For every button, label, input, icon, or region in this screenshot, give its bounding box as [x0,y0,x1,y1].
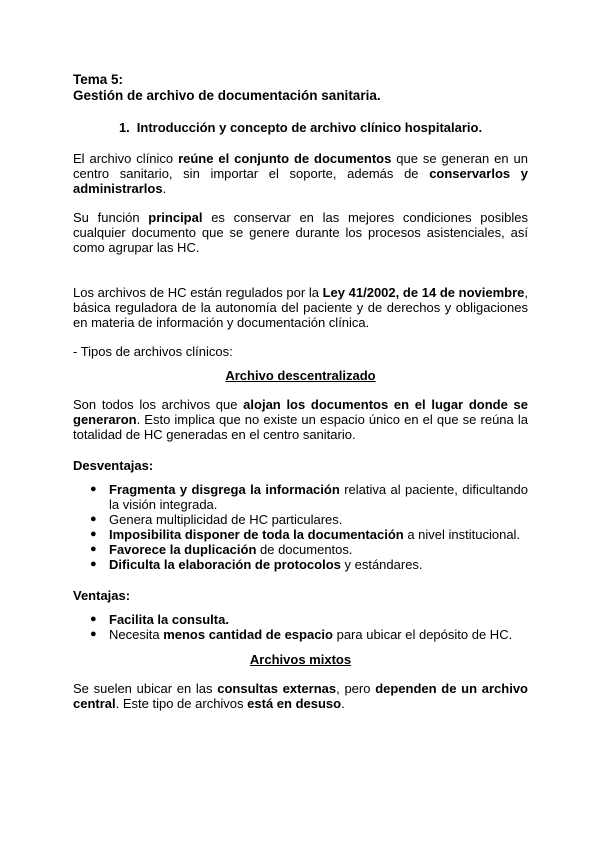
text-run: . [341,696,345,711]
bullet-icon: ● [90,483,97,495]
text-run: para ubicar el depósito de HC. [332,627,513,642]
text-run: a nivel institucional. [403,527,521,542]
bullet-icon: ● [90,513,97,525]
bullet-icon: ● [90,558,97,570]
bold-run: reúne el conjunto de documentos [178,151,392,166]
text-run: y estándares. [340,557,423,572]
paragraph-decentralized [73,397,528,442]
text-run: Se suelen ubicar en las [73,681,218,696]
decentralized-heading: Archivo descentralizado [225,368,376,383]
text-run: que se generan en un centro sanitario, sin importar el soporte, además de [73,151,528,181]
bullet-icon: ● [90,628,97,640]
bold-run: menos cantidad de espacio [163,627,333,642]
list-item [73,612,528,627]
list-item [73,557,528,572]
list-item [73,527,528,542]
paragraph-function [73,210,528,255]
section-label: Introducción y concepto de archivo clínico hospitalario. [136,120,483,135]
document-title: Gestión de archivo de documentación sanitaria. [73,88,381,103]
text-run: El archivo clínico [73,151,179,166]
advantages-label: Ventajas: [73,588,131,603]
text-run: Su función [73,210,149,225]
paragraph-definition [73,151,528,196]
bold-run: Favorece la duplicación [109,542,257,557]
bold-run: está en desuso [247,696,342,711]
paragraph-law [73,285,528,330]
text-run: , pero [336,681,376,696]
text-run: Necesita [109,627,164,642]
bold-run: principal [148,210,203,225]
text-run: Genera multiplicidad de HC particulares. [109,512,343,527]
text-run: Son todos los archivos que [73,397,244,412]
disadvantages-label: Desventajas: [73,458,154,473]
bullet-icon: ● [90,543,97,555]
archive-types-intro: - Tipos de archivos clínicos: [73,344,233,359]
bold-run: Fragmenta y disgrega la información [109,482,340,497]
document-body [73,72,528,711]
list-item [73,482,528,512]
bold-run: conservarlos y administrarlos [73,166,529,196]
advantages-list [73,612,528,642]
topic-number: Tema 5: [73,72,124,87]
text-run: , básica reguladora de la autonomía del paciente y de derechos y obligaciones en materia de información y documentación clínica. [73,285,529,330]
text-run: relativa al paciente, dificultando la visión integrada. [109,482,528,512]
paragraph-mixed [73,681,528,711]
disadvantages-list [73,482,528,572]
bold-run: Facilita la consulta. [109,612,229,627]
bold-run: Ley 41/2002, de 14 de noviembre [322,285,525,300]
text-run: . [162,181,167,196]
text-run: Los archivos de HC están regulados por la [73,285,323,300]
section-heading [73,120,528,135]
bold-run: dependen de un archivo central [73,681,529,711]
bold-run: consultas externas [217,681,337,696]
section-number: 1. [118,120,130,135]
list-item [73,512,528,527]
bullet-icon: ● [90,613,97,625]
text-run: . Esto implica que no existe un espacio único en el que se reúna la totalidad de HC generadas en el centro sanitario. [73,412,528,442]
mixed-archives-heading: Archivos mixtos [249,652,352,667]
bold-run: Dificulta la elaboración de protocolos [109,557,341,572]
text-run: es conservar en las mejores condiciones posibles cualquier documento que se genere durante los procesos asistenciales, así como agrupar las HC. [73,210,529,255]
bold-run: Imposibilita disponer de toda la documentación [109,527,404,542]
list-item [73,627,528,642]
text-run: de documentos. [256,542,353,557]
text-run: . Este tipo de archivos [115,696,248,711]
list-item [73,542,528,557]
bold-run: alojan los documentos en el lugar donde se generaron [73,397,528,427]
bullet-icon: ● [90,528,97,540]
